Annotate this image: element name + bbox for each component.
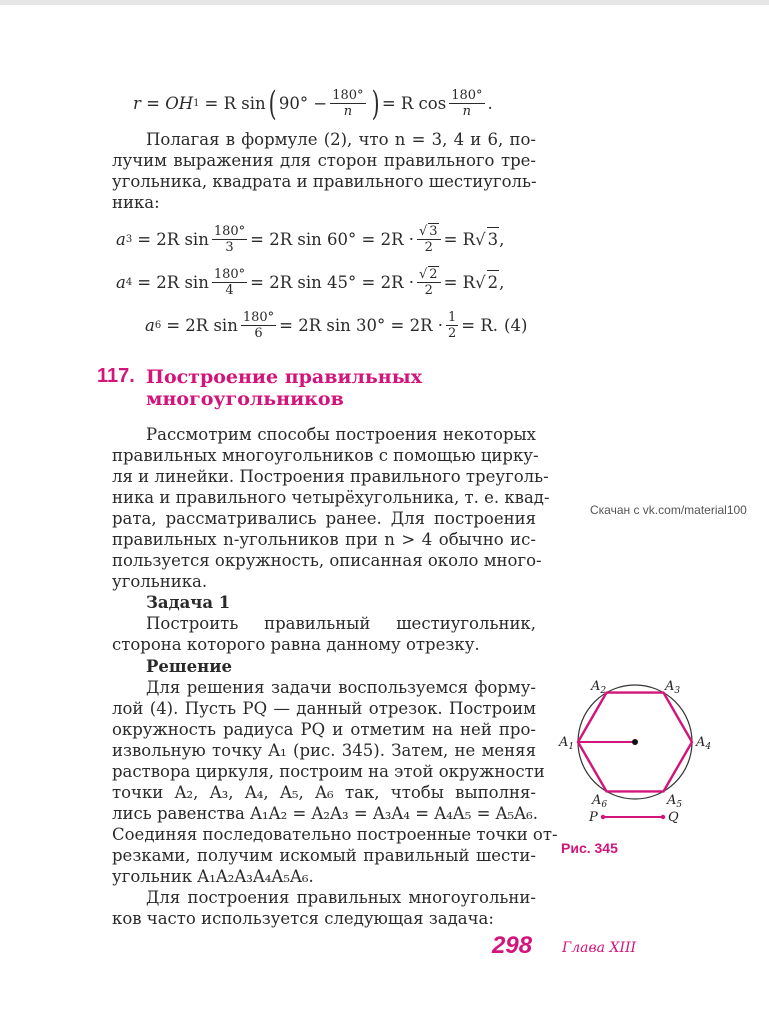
paragraph-line: резками, получим искомый правильный шести- — [112, 846, 536, 865]
paragraph-line: извольную точку A₁ (рис. 345). Затем, не меняя — [112, 741, 536, 760]
label-a1: $A_1$ — [559, 735, 575, 752]
fraction: $\frac{180^\circ}{n}$ — [332, 88, 364, 119]
paragraph-line: точки A₂, A₃, A₄, A₅, A₆ так, чтобы выполня- — [112, 783, 536, 802]
label-a3: $A_3$ — [665, 679, 681, 696]
paragraph-line: ков часто используется следующая задача: — [112, 909, 494, 928]
label-a4: $A_4$ — [696, 735, 712, 752]
paragraph-line: Для решения задачи воспользуемся форму- — [146, 678, 536, 697]
figure-hexagon — [555, 673, 725, 833]
paragraph-line: угольник A₁A₂A₃A₄A₅A₆. — [112, 867, 314, 886]
paragraph-line: сторона которого равна данному отрезку. — [112, 635, 480, 654]
figure-caption: Рис. 345 — [561, 840, 618, 856]
formula-a4: a 4 = 2R sin $\frac{180^\circ}{4}$ = 2R sin 45° = 2R · $\frac{√ 2}{2}$ = R √ 2 , — [116, 267, 505, 298]
top-edge — [0, 0, 769, 5]
label-p: P — [589, 810, 598, 825]
section-number: 117. — [97, 365, 135, 387]
formula-a3: a 3 = 2R sin $\frac{180^\circ}{3}$ = 2R sin 60° = 2R · $\frac{√ 3}{2}$ = R √ 3 , — [116, 224, 505, 255]
paragraph-line: Рассмотрим способы построения некоторых — [146, 425, 536, 444]
page-number: 298 — [492, 932, 533, 959]
paragraph-line: Соединяя последовательно построенные точки от- — [112, 825, 558, 844]
paragraph-line: окружность радиуса PQ и отметим на ней про- — [112, 720, 536, 739]
fraction: $\frac{180^\circ}{n}$ — [451, 88, 483, 119]
section-title: многоугольников — [146, 388, 344, 410]
paragraph-line: рата, рассматривались ранее. Для построения — [112, 509, 536, 528]
label-a2: $A_2$ — [591, 679, 607, 696]
task-heading: Задача 1 — [146, 593, 231, 612]
paragraph-line: лись равенства A₁A₂ = A₂A₃ = A₃A₄ = A₄A₅ = A₅A₆. — [112, 804, 538, 823]
paragraph-line: лучим выражения для сторон правильного тре- — [112, 151, 536, 170]
paren-open: ( — [268, 83, 277, 124]
chapter-label: Глава XIII — [562, 940, 637, 956]
label-a5: $A_5$ — [667, 793, 683, 810]
paragraph-line: лой (4). Пусть PQ — данный отрезок. Построим — [112, 699, 536, 718]
paragraph-line: угольника, квадрата и правильного шестиуголь- — [112, 172, 537, 191]
paragraph-line: пользуется окружность, описанная около много- — [112, 551, 542, 570]
point-q — [661, 815, 665, 819]
paragraph-line: правильных многоугольников с помощью цирку- — [112, 446, 539, 465]
formula-text: r = OH — [133, 93, 194, 113]
formula-text: 90° − — [278, 93, 328, 113]
paragraph-line: Полагая в формуле (2), что n = 3, 4 и 6, по- — [146, 130, 536, 149]
paren-close: ) — [371, 83, 380, 124]
paragraph-line: угольника. — [112, 572, 208, 591]
formula-text: . — [487, 93, 493, 113]
label-a6: $A_6$ — [592, 793, 608, 810]
paragraph-line: раствора циркуля, построим на этой окружности — [112, 762, 545, 781]
formula-r — [133, 83, 493, 124]
formula-sub: 1 — [193, 97, 200, 109]
paragraph-line: Построить правильный шестиугольник, — [146, 614, 536, 633]
paragraph-line: ника и правильного четырёхугольника, т. е. квад- — [112, 488, 550, 507]
paragraph-line: ля и линейки. Построения правильного треуголь- — [112, 467, 549, 486]
formula-text: = R sin — [204, 93, 266, 113]
paragraph-line: ника: — [112, 193, 160, 212]
paragraph-line: Для построения правильных многоугольни- — [146, 888, 536, 907]
center-point — [632, 739, 638, 745]
paragraph-line: правильных n-угольников при n > 4 обычно ис- — [112, 530, 536, 549]
section-title: Построение правильных — [146, 366, 423, 388]
label-q: Q — [668, 810, 679, 825]
point-p — [601, 815, 605, 819]
formula-text: = R cos — [381, 93, 447, 113]
formula-a6: a 6 = 2R sin $\frac{180^\circ}{6}$ = 2R sin 30° = 2R · $\frac{1}{2}$ = R. (4) — [145, 310, 528, 341]
watermark-text: Скачан с vk.com/material100 — [590, 503, 747, 517]
solution-heading: Решение — [146, 657, 232, 676]
